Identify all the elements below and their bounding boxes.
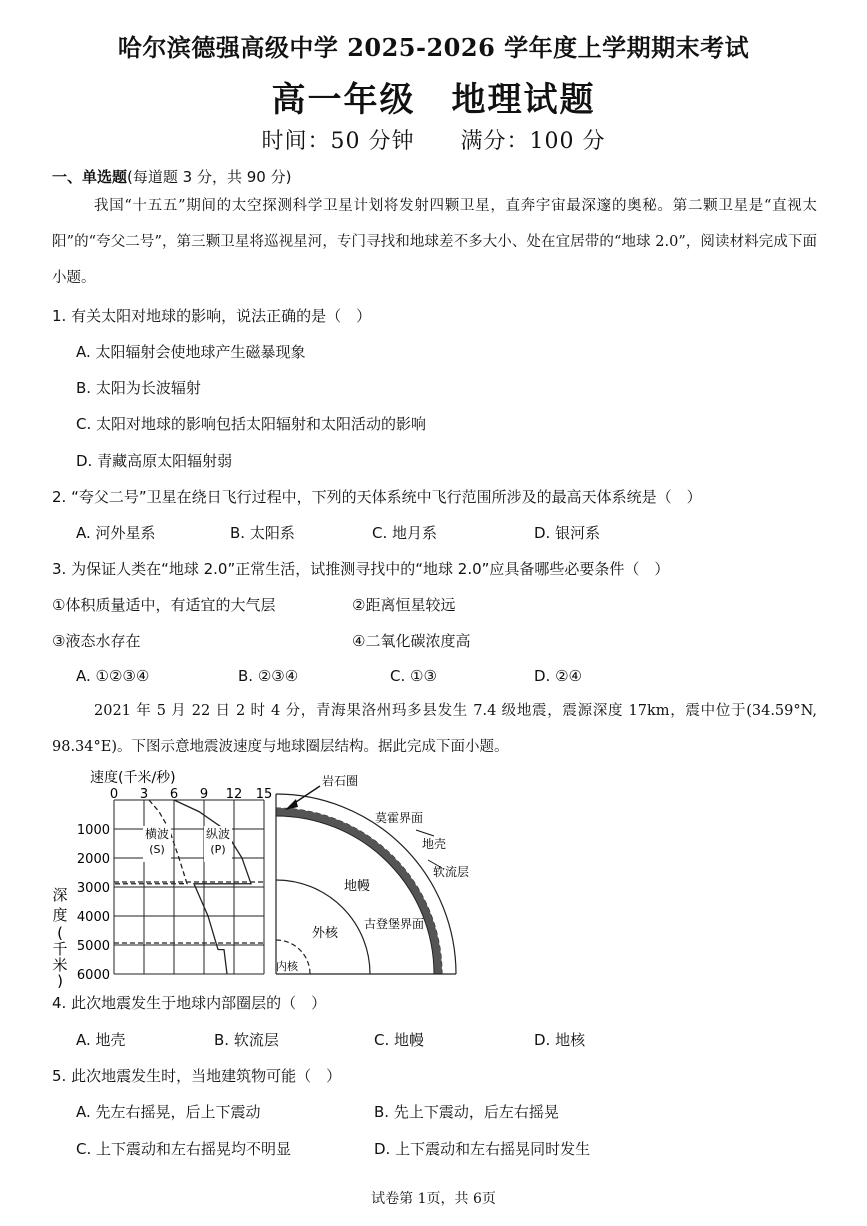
passage-satellite: 我国“十五五”期间的太空探测科学卫星计划将发射四颗卫星，直奔宇宙最深邃的奥秘。第二颗卫星是“直视太阳”的“夸父二号”，第三颗卫星将巡视星河，专门寻找和地球差不多大小、处在宜居带的“地球 2.0”，阅读材料完成下面小题。: [52, 198, 817, 286]
depth-tick-label: 4000: [76, 910, 110, 925]
question-1-option-c[interactable]: C. 太阳对地球的影响包括太阳辐射和太阳活动的影响: [76, 415, 427, 433]
speed-tick-label: 0: [109, 787, 119, 802]
question-4-option-a[interactable]: A. 地壳: [76, 1031, 126, 1049]
depth-axis-label-char: ): [57, 972, 63, 990]
passage-earthquake: 2021 年 5 月 22 日 2 时 4 分，青海果洛州玛多县发生 7.4 级地震，震源深度 17km，震中位于(34.59°N, 98.34°E)。下图示意地震波速度与地球圈层结构。据此完成下面小题。: [52, 703, 817, 755]
question-5-option-b[interactable]: B. 先上下震动，后左右摇晃: [374, 1103, 559, 1121]
question-2-option-d[interactable]: D. 银河系: [534, 524, 601, 542]
p-wave-label: 纵波: [205, 827, 231, 841]
question-3-option-c[interactable]: C. ①③: [390, 667, 437, 685]
score-label: 满分：100 分: [460, 129, 606, 154]
question-1-option-a[interactable]: A. 太阳辐射会使地球产生磁暴现象: [76, 343, 306, 361]
question-2-option-c[interactable]: C. 地月系: [372, 524, 438, 542]
question-4-stem: 4. 此次地震发生于地球内部圈层的（ ）: [52, 994, 327, 1012]
subject-title: 高一年级 地理试题: [271, 80, 596, 120]
question-4-option-b[interactable]: B. 软流层: [214, 1031, 279, 1049]
speed-tick-label: 9: [199, 787, 209, 802]
speed-tick-label: 15: [255, 787, 273, 802]
depth-ticks: [77, 823, 110, 983]
question-5-option-c[interactable]: C. 上下震动和左右摇晃均不明显: [76, 1140, 292, 1158]
question-3-condition-4: ④二氧化碳浓度高: [352, 632, 471, 650]
question-4-option-c[interactable]: C. 地幔: [374, 1031, 425, 1049]
inner-core-label: 内核: [276, 960, 298, 973]
speed-tick-label: 12: [225, 787, 243, 802]
question-2-option-b[interactable]: B. 太阳系: [230, 524, 295, 542]
question-3-stem: 3. 为保证人类在“地球 2.0”正常生活，试推测寻找中的“地球 2.0”应具备哪些必要条件（ ）: [52, 560, 670, 578]
question-5-option-d[interactable]: D. 上下震动和左右摇晃同时发生: [374, 1140, 591, 1158]
crust-pointer: [416, 830, 434, 836]
question-2-stem: 2. “夸父二号”卫星在绕日飞行过程中，下列的天体系统中飞行范围所涉及的最高天体系统是（ ）: [52, 488, 702, 506]
section-heading: [52, 166, 291, 187]
question-3-option-b[interactable]: B. ②③④: [238, 667, 299, 685]
question-1-option-b[interactable]: B. 太阳为长波辐射: [76, 379, 201, 397]
gutenberg-label: 古登堡界面: [364, 917, 425, 931]
depth-tick-label: 3000: [76, 881, 110, 896]
question-3-option-d[interactable]: D. ②④: [534, 667, 582, 685]
depth-tick-label: 5000: [76, 939, 110, 954]
question-1-option-d[interactable]: D. 青藏高原太阳辐射弱: [76, 452, 233, 470]
depth-axis-label-char: 深: [52, 886, 68, 904]
question-2-option-a[interactable]: A. 河外星系: [76, 524, 156, 542]
question-3-condition-1: ①体积质量适中，有适宜的大气层: [52, 596, 276, 614]
s-wave-label-abbr: (S): [149, 843, 165, 856]
question-5-option-a[interactable]: A. 先左右摇晃，后上下震动: [76, 1103, 261, 1121]
chart-grid: [114, 800, 264, 974]
moho-label: 莫霍界面: [375, 811, 424, 825]
speed-tick-label: 6: [169, 787, 179, 802]
question-5-stem: 5. 此次地震发生时，当地建筑物可能（ ）: [52, 1067, 342, 1085]
lithosphere-label: 岩石圈: [322, 774, 359, 788]
question-3-condition-2: ②距离恒星较远: [352, 596, 456, 614]
s-wave-label: 横波: [144, 827, 170, 841]
question-4-option-d[interactable]: D. 地核: [534, 1031, 586, 1049]
speed-tick-label: 3: [139, 787, 149, 802]
lithosphere-arrow-icon: [285, 799, 298, 810]
depth-axis-label-char: (: [57, 924, 63, 942]
outer-core-label: 外核: [312, 926, 339, 941]
asthenosphere-label: 软流层: [433, 865, 470, 879]
depth-tick-label: 1000: [76, 823, 110, 838]
section-note: (每道题 3 分，共 90 分): [127, 168, 292, 186]
question-3-condition-3: ③液态水存在: [52, 632, 141, 650]
depth-axis-label-char: 度: [52, 906, 68, 924]
crust-label: 地壳: [422, 837, 447, 851]
depth-axis-label: [52, 886, 67, 990]
time-label: 时间：50 分钟: [261, 129, 415, 154]
depth-tick-label: 6000: [76, 968, 110, 983]
page-footer: 试卷第 1页，共 6页: [371, 1191, 496, 1207]
section-title: 一、单选题: [52, 168, 128, 186]
depth-tick-label: 2000: [76, 852, 110, 867]
speed-axis-label: 速度(千米/秒): [90, 770, 176, 786]
exam-info: [0, 124, 867, 155]
p-wave-label-abbr: (P): [210, 843, 226, 856]
question-1-stem: 1. 有关太阳对地球的影响，说法正确的是（ ）: [52, 307, 372, 325]
school-title: 哈尔滨德强高级中学 2025-2026 学年度上学期期末考试: [117, 33, 750, 62]
depth-axis-label-char: 千: [52, 940, 68, 958]
question-3-option-a[interactable]: A. ①②③④: [76, 667, 150, 685]
mantle-label: 地幔: [344, 879, 371, 894]
seismic-wave-figure: [50, 768, 470, 990]
depth-axis-label-char: 米: [52, 956, 68, 974]
